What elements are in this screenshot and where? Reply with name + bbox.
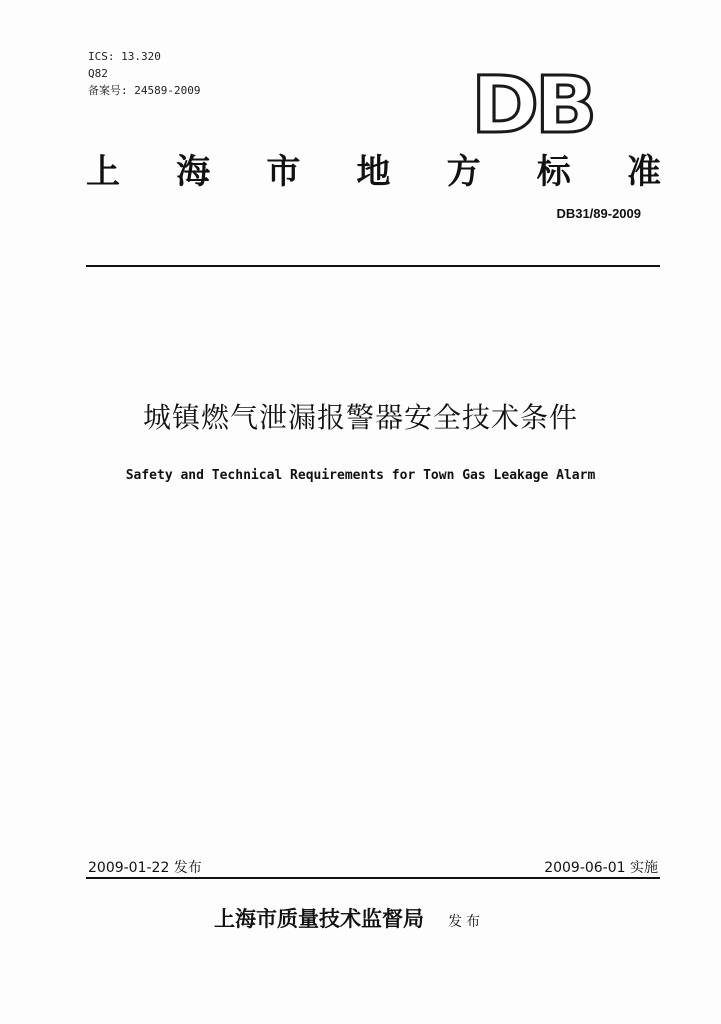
db-logo	[471, 61, 594, 151]
standard-title-char: 上	[86, 152, 120, 192]
document-title-english: Safety and Technical Requirements for Town Gas Leakage Alarm	[125, 468, 596, 483]
date-row	[88, 857, 658, 877]
document-title-chinese: 城镇燃气泄漏报警器安全技术条件	[142, 401, 578, 434]
effective-date: 2009-06-01 实施	[544, 860, 658, 876]
standard-title-char: 海	[176, 152, 211, 192]
standard-title-char: 地	[356, 152, 391, 192]
standard-title-char: 准	[626, 152, 661, 192]
record-number: 备案号: 24589-2009	[88, 84, 201, 97]
standard-title-char: 标	[536, 152, 571, 192]
publisher-name: 上海市质量技术监督局	[214, 906, 424, 931]
top-divider	[86, 265, 660, 267]
standard-code: DB31/89-2009	[556, 206, 641, 221]
issue-date: 2009-01-22 发布	[88, 860, 202, 876]
ccs-code: Q82	[88, 67, 108, 80]
db-logo-text: DB	[471, 61, 594, 151]
ics-code: ICS: 13.320	[88, 50, 161, 63]
classification-info	[88, 48, 200, 99]
publisher-action: 发布	[448, 914, 484, 930]
standard-title-char: 市	[266, 152, 301, 192]
standard-type-title	[86, 150, 661, 194]
bottom-divider	[86, 877, 660, 879]
standard-title-char: 方	[446, 152, 481, 192]
publisher-row	[214, 903, 484, 933]
